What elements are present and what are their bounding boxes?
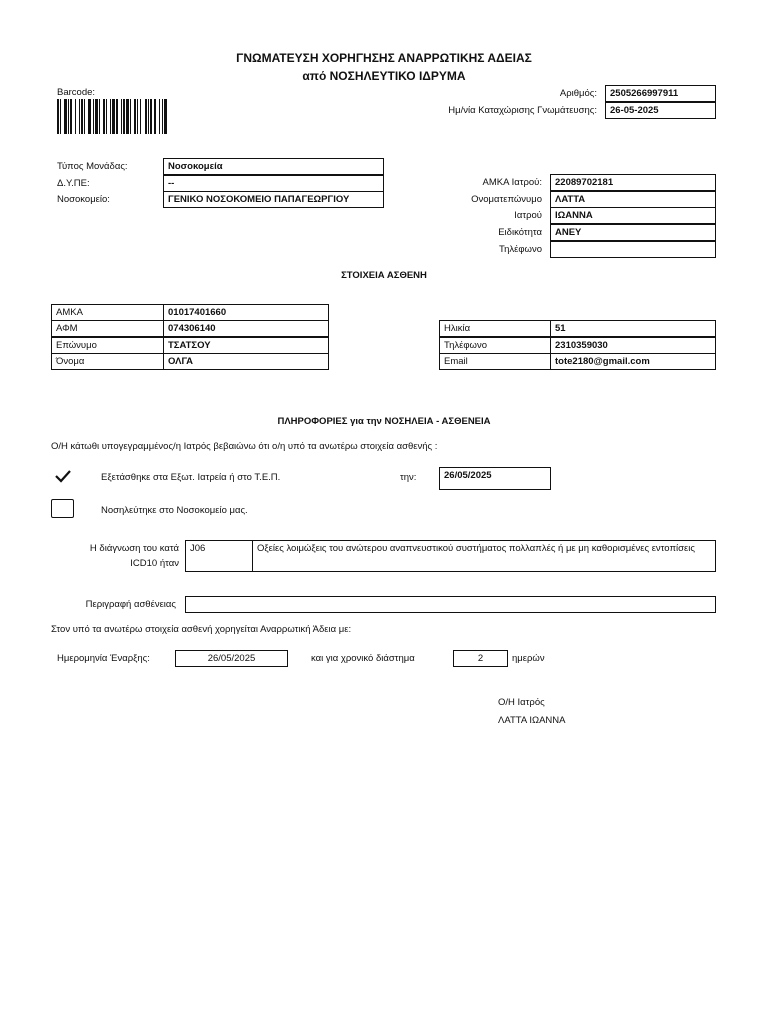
diagnosis-label-1: Η διάγνωση του κατά xyxy=(89,543,179,554)
doctor-statement: Ο/Η κάτωθι υπογεγραμμένος/η Ιατρός βεβαιώνω ότι ο/η υπό τα ανωτέρω στοιχεία ασθενής : xyxy=(51,441,438,452)
barcode-label: Barcode: xyxy=(57,87,96,98)
hospitalized-text: Νοσηλεύτηκε στο Νοσοκομείο μας. xyxy=(101,505,248,516)
patient-name-value: ΟΛΓΑ xyxy=(163,353,329,370)
icd-code-value: J06 xyxy=(190,543,206,554)
period-label: και για χρονικό διάστημα xyxy=(311,653,415,664)
patient-afm-value: 074306140 xyxy=(163,320,329,337)
patient-phone-label: Τηλέφωνο xyxy=(439,337,551,354)
diagnosis-divider xyxy=(252,540,253,572)
doctor-phone-label: Τηλέφωνο xyxy=(499,244,542,255)
start-date-value: 26/05/2025 xyxy=(175,650,288,667)
doctor-specialty-label: Ειδικότητα xyxy=(498,227,542,238)
barcode-image xyxy=(57,99,227,134)
hospital-value: ΓΕΝΙΚΟ ΝΟΣΟΚΟΜΕΙΟ ΠΑΠΑΓΕΩΡΓΙΟΥ xyxy=(163,191,384,208)
examined-checkmark-icon[interactable] xyxy=(54,468,72,484)
doctor-phone-value xyxy=(550,241,716,258)
leave-statement: Στον υπό τα ανωτέρω στοιχεία ασθενή χορηγείται Αναρρωτική Άδεια με: xyxy=(51,624,352,635)
signature-role: Ο/Η Ιατρός xyxy=(498,697,545,708)
doctor-name-label-1: Ονοματεπώνυμο xyxy=(471,194,542,205)
doctor-surname-value: ΛΑΤΤΑ xyxy=(550,191,716,208)
patient-age-label: Ηλικία xyxy=(439,320,551,337)
doctor-specialty-value: ΑΝΕΥ xyxy=(550,224,716,241)
patient-afm-label: ΑΦΜ xyxy=(51,320,164,337)
form-title: ΓΝΩΜΑΤΕΥΣΗ ΧΟΡΗΓΗΣΗΣ ΑΝΑΡΡΩΤΙΚΗΣ ΑΔΕΙΑΣ xyxy=(236,51,532,65)
hospitalized-checkbox[interactable] xyxy=(51,499,74,518)
patient-phone-value: 2310359030 xyxy=(550,337,716,354)
patient-email-label: Email xyxy=(439,353,551,370)
patient-amka-label: ΑΜΚΑ xyxy=(51,304,164,321)
patient-section-title: ΣΤΟΙΧΕΙΑ ΑΣΘΕΝΗ xyxy=(341,270,427,281)
number-label: Αριθμός: xyxy=(559,88,597,99)
patient-email-value: tote2180@gmail.com xyxy=(550,353,716,370)
unit-type-label: Τύπος Μονάδας: xyxy=(57,161,128,172)
dype-label: Δ.Υ.ΠΕ: xyxy=(57,178,90,189)
start-date-label: Ημερομηνία Έναρξης: xyxy=(57,653,150,664)
patient-age-value: 51 xyxy=(550,320,716,337)
patient-amka-value: 01017401660 xyxy=(163,304,329,321)
examined-text: Εξετάσθηκε στα Εξωτ. Ιατρεία ή στο Τ.Ε.Π. xyxy=(101,472,281,483)
doctor-amka-value: 22089702181 xyxy=(550,174,716,191)
doctor-name-label-2: Ιατρού xyxy=(514,210,542,221)
period-value: 2 xyxy=(453,650,508,667)
info-section-title: ΠΛΗΡΟΦΟΡΙΕΣ για την ΝΟΣΗΛΕΙΑ - ΑΣΘΕΝΕΙΑ xyxy=(277,416,491,427)
examined-date-value: 26/05/2025 xyxy=(439,467,551,490)
patient-name-label: Όνομα xyxy=(51,353,164,370)
doctor-amka-label: ΑΜΚΑ Ιατρού: xyxy=(482,177,542,188)
registration-date-label: Ημ/νία Καταχώρισης Γνωμάτευσης: xyxy=(448,105,597,116)
hospital-label: Νοσοκομείο: xyxy=(57,194,110,205)
unit-type-value: Νοσοκομεία xyxy=(163,158,384,175)
icd-description-value: Οξείες λοιμώξεις του ανώτερου αναπνευστικού συστήματος πολλαπλές ή με μη καθορισμένες εντοπίσεις xyxy=(257,543,695,554)
examined-on-label: την: xyxy=(400,472,417,483)
illness-description-value[interactable] xyxy=(185,596,716,613)
registration-date-value: 26-05-2025 xyxy=(605,102,716,119)
days-label: ημερών xyxy=(512,653,545,664)
patient-surname-value: ΤΣΑΤΣΟΥ xyxy=(163,337,329,354)
doctor-firstname-value: ΙΩΑΝΝΑ xyxy=(550,207,716,224)
dype-value: -- xyxy=(163,175,384,192)
form-subtitle: από ΝΟΣΗΛΕΥΤΙΚΟ ΙΔΡΥΜΑ xyxy=(302,69,466,83)
number-value: 2505266997911 xyxy=(605,85,716,102)
diagnosis-label-2: ICD10 ήταν xyxy=(130,558,179,569)
patient-surname-label: Επώνυμο xyxy=(51,337,164,354)
signature-name: ΛΑΤΤΑ ΙΩΑΝΝΑ xyxy=(498,715,566,726)
illness-description-label: Περιγραφή ασθένειας xyxy=(85,599,176,610)
